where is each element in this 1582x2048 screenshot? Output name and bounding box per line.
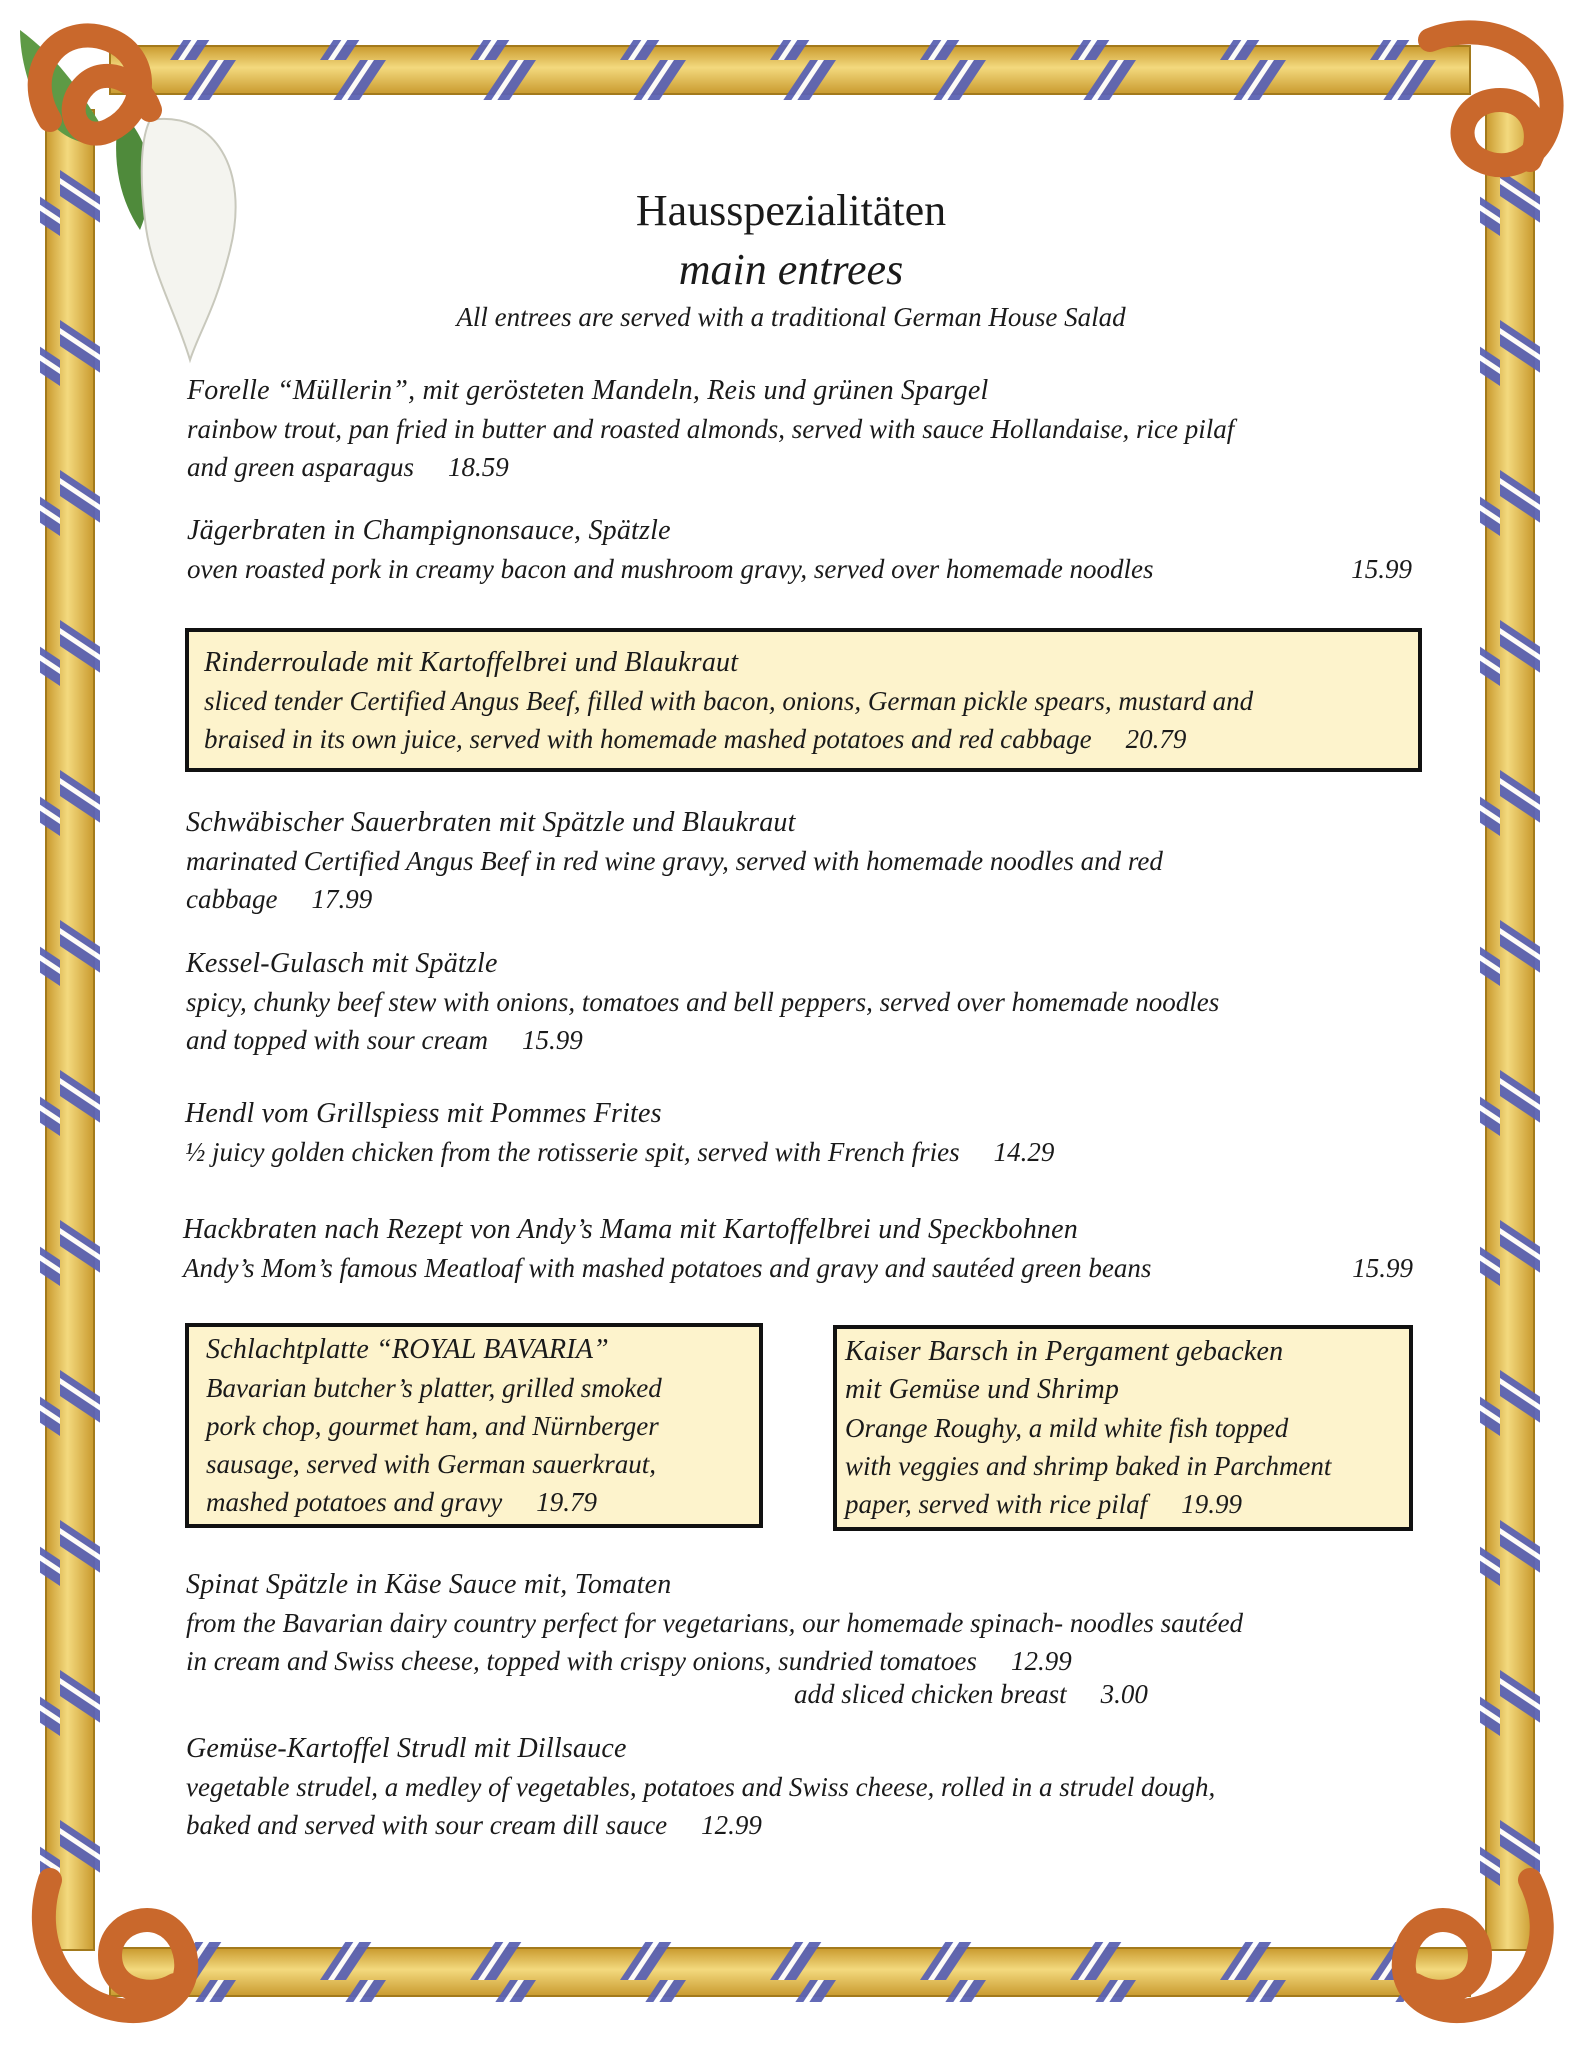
item-description: spicy, chunky beef stew with onions, tomatoes and bell peppers, served over homemade noodles — [186, 987, 1220, 1017]
item-price: 20.79 — [1125, 724, 1187, 754]
item-description: vegetable strudel, a medley of vegetables, potatoes and Swiss cheese, rolled in a strudel dough, — [186, 1772, 1216, 1802]
item-description-line3: paper, served with rice pilaf 19.99 — [845, 1485, 1403, 1523]
item-name: Jägerbraten in Champignonsauce, Spätzle — [187, 515, 671, 546]
item-price: 18.59 — [448, 452, 509, 482]
item-price: 19.99 — [1181, 1489, 1242, 1519]
item-name: Forelle “Müllerin”, mit gerösteten Mandeln, Reis und grünen Spargel — [187, 375, 989, 406]
item-price: 17.99 — [311, 884, 373, 914]
item-name: Hackbraten nach Rezept von Andy’s Mama mit Kartoffelbrei und Speckbohnen — [183, 1214, 1078, 1245]
item-price: 15.99 — [1351, 554, 1412, 584]
item-description-line2: cabbage 17.99 — [186, 880, 1411, 918]
item-name: Spinat Spätzle in Käse Sauce mit, Tomaten — [186, 1569, 672, 1600]
item-description-line2: braised in its own juice, served with homemade mashed potatoes and red cabbage 20.79 — [204, 720, 1404, 758]
item-name: Hendl vom Grillspiess mit Pommes Frites — [185, 1098, 662, 1129]
item-description-line3: sausage, served with German sauerkraut, — [206, 1449, 656, 1479]
menu-item-hackbraten — [183, 1211, 1413, 1287]
item-name-line2: mit Gemüse und Shrimp — [845, 1374, 1120, 1405]
item-name: Gemüse-Kartoffel Strudl mit Dillsauce — [186, 1733, 627, 1764]
item-description-line4: mashed potatoes and gravy 19.79 — [206, 1483, 749, 1521]
item-name: Schwäbischer Sauerbraten mit Spätzle und Blaukraut — [186, 807, 796, 838]
menu-item-jaegerbraten — [187, 512, 1412, 588]
menu-item-gulasch — [186, 945, 1411, 1059]
menu-item-hendl — [185, 1095, 1410, 1171]
item-description-line2: baked and served with sour cream dill sauce 12.99 — [186, 1806, 1416, 1844]
salad-note: All entrees are served with a traditional German House Salad — [456, 302, 1126, 332]
item-description: oven roasted pork in creamy bacon and mushroom gravy, served over homemade noodles 15.99 — [187, 550, 1412, 588]
item-description: Bavarian butcher’s platter, grilled smoked — [206, 1373, 662, 1403]
item-price: 14.29 — [993, 1137, 1055, 1167]
page-title: Hausspezialitäten — [635, 186, 947, 235]
menu-item-strudl — [186, 1730, 1416, 1844]
item-description: from the Bavarian dairy country perfect for vegetarians, our homemade spinach- noodles sautéed — [186, 1608, 1244, 1638]
item-price: 15.99 — [521, 1025, 583, 1055]
item-description: ½ juicy golden chicken from the rotisserie spit, served with French fries 14.29 — [185, 1133, 1410, 1171]
item-description: Andy’s Mom’s famous Meatloaf with mashed potatoes and gravy and sautéed green beans 15.99 — [183, 1249, 1413, 1287]
item-name: Rinderroulade mit Kartoffelbrei und Blaukraut — [204, 647, 739, 678]
item-description: sliced tender Certified Angus Beef, filled with bacon, onions, German pickle spears, mustard and — [204, 686, 1254, 716]
item-name: Kaiser Barsch in Pergament gebacken — [845, 1336, 1284, 1367]
item-price: 12.99 — [701, 1810, 762, 1840]
item-price: 12.99 — [1010, 1646, 1072, 1676]
page-subtitle: main entrees — [678, 245, 904, 294]
menu-item-schlachtplatte — [185, 1323, 763, 1528]
item-description: rainbow trout, pan fried in butter and roasted almonds, served with sauce Hollandaise, rice pilaf — [187, 414, 1235, 444]
menu-item-kaiser-barsch — [833, 1325, 1413, 1531]
menu-item-forelle — [187, 372, 1417, 486]
item-description-line2: and green asparagus 18.59 — [187, 448, 1417, 486]
addon-price: 3.00 — [1100, 1679, 1148, 1709]
item-price: 15.99 — [1352, 1253, 1413, 1283]
item-name: Schlachtplatte “ROYAL BAVARIA” — [206, 1334, 609, 1365]
menu-item-sauerbraten — [186, 804, 1411, 918]
item-name: Kessel-Gulasch mit Spätzle — [186, 948, 498, 979]
item-description: marinated Certified Angus Beef in red wine gravy, served with homemade noodles and red — [186, 846, 1163, 876]
item-price: 19.79 — [536, 1487, 597, 1517]
menu-item-rinderroulade — [185, 628, 1422, 772]
item-description-line2: pork chop, gourmet ham, and Nürnberger — [206, 1411, 659, 1441]
menu-item-spinat-spaetzle — [186, 1566, 1416, 1680]
item-description-line2: and topped with sour cream 15.99 — [186, 1021, 1411, 1059]
item-description-line2: with veggies and shrimp baked in Parchment — [845, 1451, 1332, 1481]
addon-chicken — [794, 1679, 1148, 1710]
addon-label: add sliced chicken breast — [794, 1679, 1067, 1709]
item-description-line2: in cream and Swiss cheese, topped with crispy onions, sundried tomatoes 12.99 — [186, 1642, 1416, 1680]
item-description: Orange Roughy, a mild white fish topped — [845, 1413, 1289, 1443]
